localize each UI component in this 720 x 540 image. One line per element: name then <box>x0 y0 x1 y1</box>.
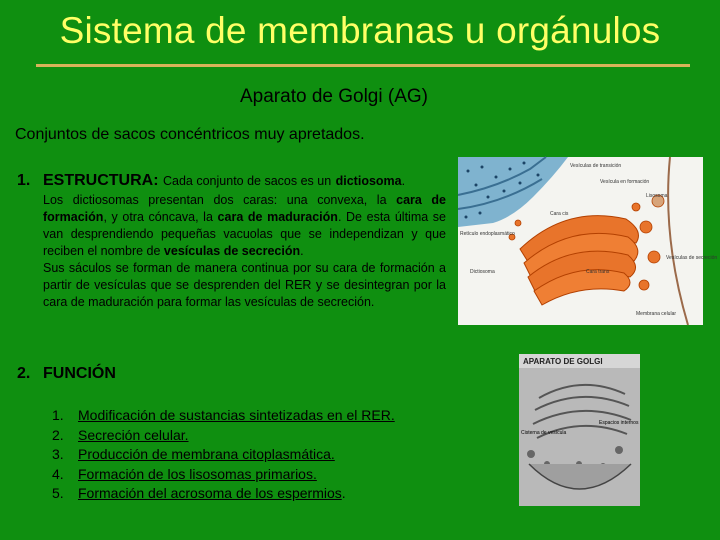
structure-paragraph-2: Sus sáculos se forman de manera continua por su cara de formación a partir de vesículas que se desprenden del RER y se desintegran por la cara de maduración para formar las vesículas de secreción. <box>43 261 446 309</box>
section-heading: FUNCIÓN <box>43 365 116 382</box>
golgi-micrograph <box>519 354 640 506</box>
golgi-micrograph-svg <box>519 354 640 506</box>
golgi-diagram <box>458 157 718 325</box>
section-number: 2. <box>17 365 31 382</box>
label-cara-cis: Cara cis <box>550 211 569 217</box>
structure-body <box>43 192 446 311</box>
list-number: 4. <box>52 465 64 482</box>
list-link[interactable]: Modificación de sustancias sintetizadas en el RER. <box>78 407 395 423</box>
dictyosome-stack <box>520 216 638 305</box>
p1-a: Los dictiosomas presentan dos caras: una convexa, la <box>43 193 387 207</box>
p1-b: cara de formación <box>43 193 447 224</box>
cell-membrane <box>668 157 688 325</box>
label-transicion: Vesículas de transición <box>570 163 622 169</box>
lead-bold: dictiosoma <box>335 174 402 188</box>
section-function-heading <box>17 365 116 383</box>
list-number: 5. <box>52 485 64 501</box>
list-number: 2. <box>52 426 64 443</box>
list-link[interactable]: Secreción celular. <box>78 426 189 443</box>
p1-e: . De esta última se van desprendiendo pequeñas vacuolas que se independizan y que reciben el nombre de <box>43 210 447 258</box>
lead-end: . <box>401 174 406 188</box>
title-divider <box>36 64 690 67</box>
label-cara-trans: Cara trans <box>586 269 610 275</box>
page-title: Sistema de membranas u orgánulos <box>59 10 661 51</box>
lead-text: Cada conjunto de sacos es un <box>163 174 332 188</box>
list-link[interactable]: Formación del acrosoma de los espermios <box>78 485 342 501</box>
p1-f: vesículas de secreción <box>163 244 301 258</box>
list-number: 1. <box>52 407 64 423</box>
section-heading: ESTRUCTURA: <box>43 172 159 189</box>
label-dictiosoma: Dictiosoma <box>470 269 495 275</box>
label-membrana-celular: Membrana celular <box>636 311 677 317</box>
list-item <box>52 426 395 446</box>
micrograph-label-right: Espacios internos <box>599 420 639 426</box>
section-structure-heading <box>17 172 405 190</box>
p1-g: . <box>300 244 304 258</box>
list-number: 3. <box>52 446 64 462</box>
p1-d: cara de maduración <box>217 210 338 224</box>
label-vesicula-formacion: Vesícula en formación <box>600 179 650 185</box>
label-lisosoma: Lisosoma <box>646 193 668 199</box>
section-number: 1. <box>17 172 31 189</box>
list-item <box>52 484 395 504</box>
list-link[interactable]: Producción de membrana citoplasmática. <box>78 446 335 462</box>
function-list <box>52 406 395 504</box>
micrograph-label-left: Cisterna de vesícula <box>521 430 567 436</box>
list-link[interactable]: Formación de los lisosomas primarios. <box>78 465 317 482</box>
label-reticulo: Retículo endoplasmático <box>460 231 515 237</box>
micrograph-title: APARATO DE GOLGI <box>523 357 603 366</box>
subtitle: Aparato de Golgi (AG) <box>240 86 428 107</box>
list-item <box>52 406 395 426</box>
list-item <box>52 445 395 465</box>
list-tail: . <box>341 485 346 501</box>
label-vesiculas-secrecion: Vesículas de secreción <box>666 255 718 261</box>
list-item <box>52 465 395 485</box>
structure-paragraph-1 <box>43 192 446 260</box>
p1-c: , y otra cóncava, la <box>103 210 213 224</box>
golgi-diagram-svg <box>458 157 718 325</box>
intro-text: Conjuntos de sacos concéntricos muy apretados. <box>15 126 365 143</box>
